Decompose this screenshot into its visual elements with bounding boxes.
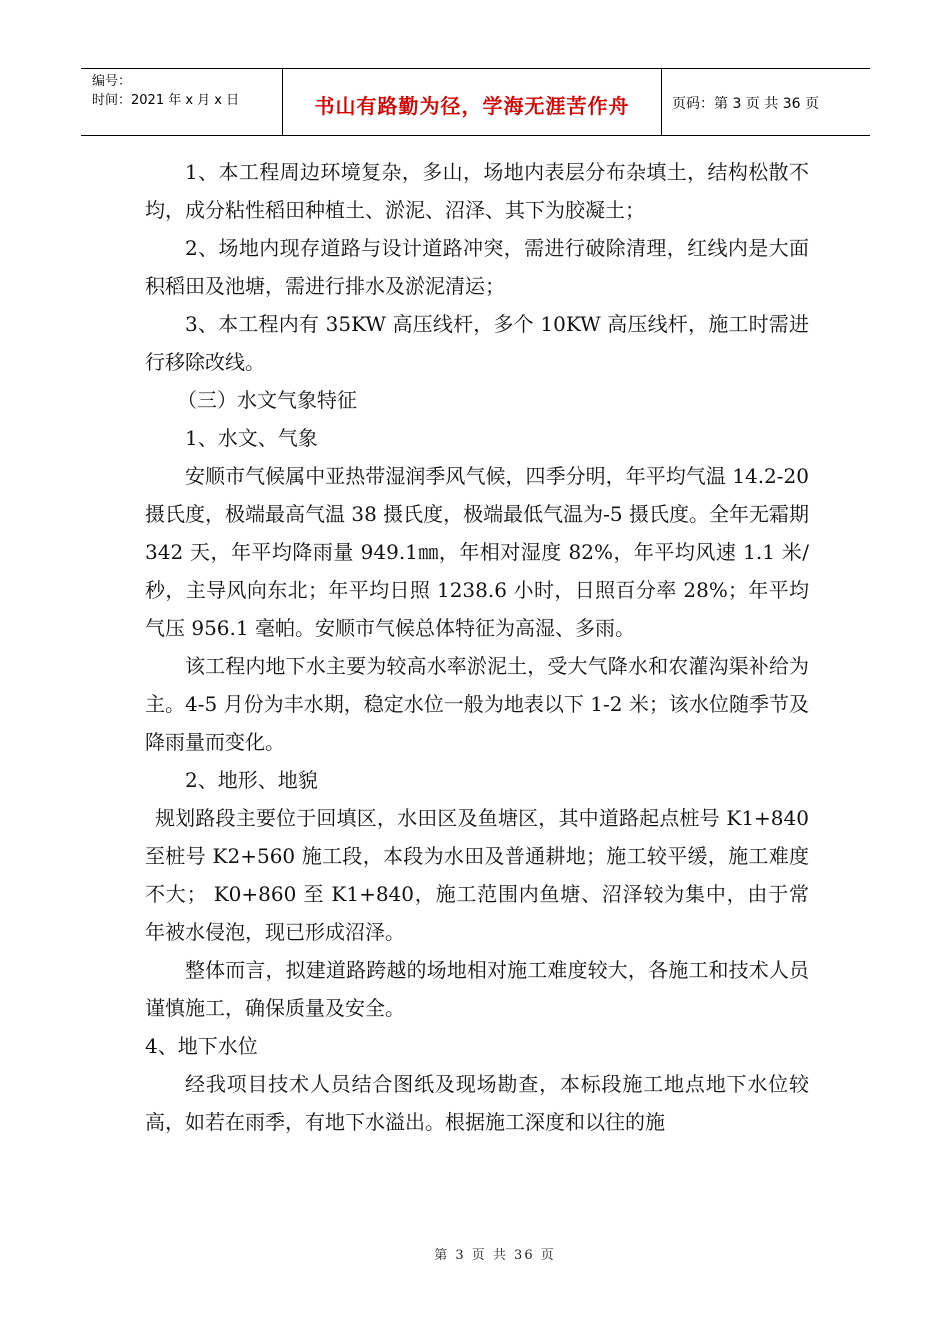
paragraph-groundwater: 该工程内地下水主要为较高水率淤泥土，受大气降水和农灌沟渠补给为主。4-5 月份为丰水期，稳定水位一般为地表以下 1-2 米；该水位随季节及降雨量而变化。 <box>145 654 809 754</box>
paragraph-site-condition-1: 1、本工程周边环境复杂，多山，场地内表层分布杂填土，结构松散不均，成分粘性稻田种植土、淤泥、沼泽、其下为胶凝土； <box>145 160 809 222</box>
section-heading-hydrology: （三）水文气象特征 <box>177 388 357 412</box>
paragraph-site-condition-3: 3、本工程内有 35KW 高压线杆，多个 10KW 高压线杆，施工时需进行移除改线。 <box>145 312 809 374</box>
paragraph-climate: 安顺市气候属中亚热带湿润季风气候，四季分明，年平均气温 14.2-20 摄氏度，极端最高气温 38 摄氏度，极端最低气温为-5 摄氏度。全年无霜期 342 天，年平均降雨量 949.1㎜，年相对湿度 82%，年平均风速 1.1 米/秒，主导风向东北；年平均日照 1238.6 小时，日照百分率 28%；年平均气压 956.1 毫帕。安顺市气候总体特征为高湿、多雨。 <box>145 464 810 640</box>
header-motto: 书山有路勤为径，学海无涯苦作舟 <box>282 69 662 135</box>
header-number-label: 编号： <box>92 74 132 89</box>
subheading-hydrology-climate: 1、水文、气象 <box>185 426 318 450</box>
header-table <box>81 68 870 136</box>
document-body <box>145 153 809 1141</box>
header-time-label: 时间：2021 年 x 月 x 日 <box>92 93 240 108</box>
paragraph-terrain: 规划路段主要位于回填区，水田区及鱼塘区，其中道路起点桩号 K1+840 至桩号 K2+560 施工段，本段为水田及普通耕地；施工较平缓，施工难度不大； K0+860 至 K1+840，施工范围内鱼塘、沼泽较为集中，由于常年被水侵泡，现已形成沼泽。 <box>145 806 809 944</box>
subheading-groundwater-level: 4、地下水位 <box>145 1034 258 1058</box>
paragraph-site-condition-2: 2、场地内现存道路与设计道路冲突，需进行破除清理，红线内是大面积稻田及池塘，需进行排水及淤泥清运； <box>145 236 809 298</box>
paragraph-groundwater-level: 经我项目技术人员结合图纸及现场勘查，本标段施工地点地下水位较高，如若在雨季，有地下水溢出。根据施工深度和以往的施 <box>145 1072 809 1134</box>
page-footer: 第 3 页 共 36 页 <box>434 1248 556 1263</box>
header-page-info: 页码：第 3 页 共 36 页 <box>672 96 819 112</box>
paragraph-summary: 整体而言，拟建道路跨越的场地相对施工难度较大，各施工和技术人员谨慎施工，确保质量及安全。 <box>145 958 809 1020</box>
header-meta <box>81 69 282 135</box>
subheading-terrain: 2、地形、地貌 <box>185 768 318 792</box>
